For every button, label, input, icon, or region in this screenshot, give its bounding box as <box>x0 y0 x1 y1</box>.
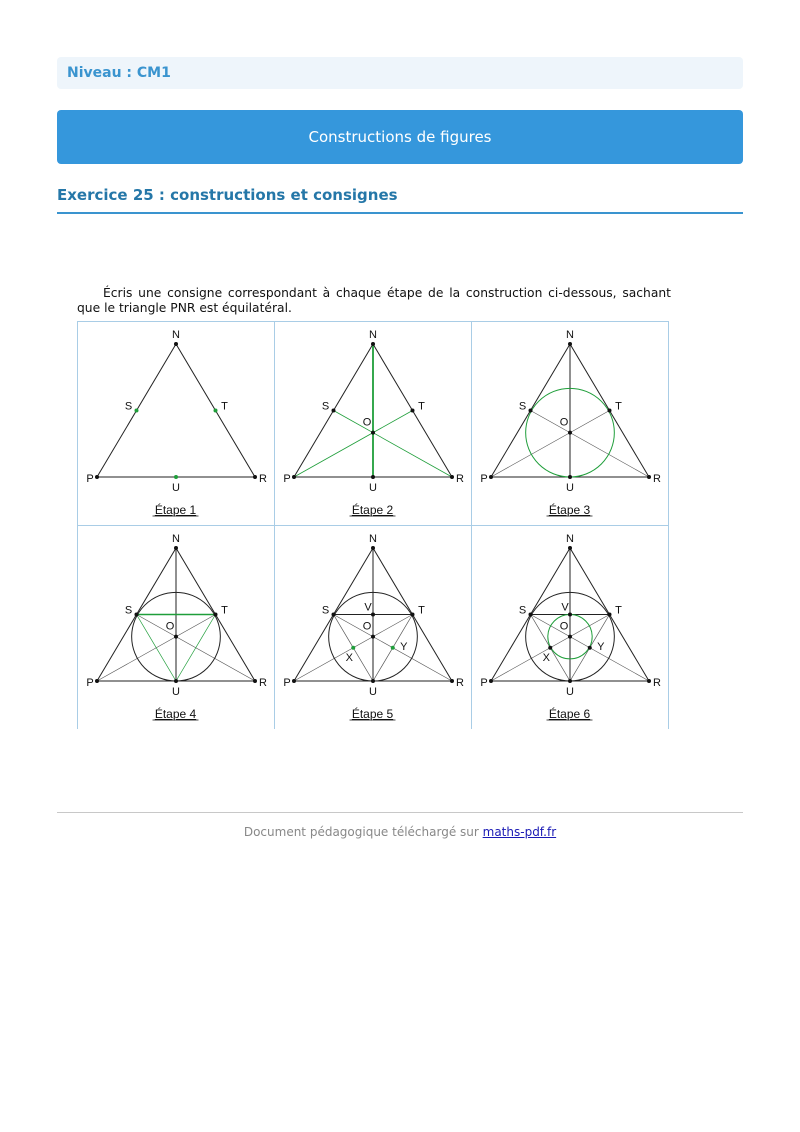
point-p <box>292 475 296 479</box>
step-6-panel <box>472 526 669 730</box>
label-p: P <box>283 677 291 689</box>
step-caption: Étape 4 <box>154 707 197 721</box>
label-s: S <box>124 400 133 413</box>
point-x <box>548 646 552 650</box>
point-s <box>529 409 533 413</box>
label-n: N <box>172 533 180 545</box>
point-n <box>568 546 572 550</box>
point-p <box>489 679 493 683</box>
point-o <box>371 431 375 435</box>
point-u <box>371 679 375 683</box>
point-n <box>371 546 375 550</box>
point-p <box>489 475 493 479</box>
label-u: U <box>369 686 377 698</box>
exercise-figure <box>77 284 671 730</box>
point-r <box>647 679 651 683</box>
label-x: X <box>345 651 353 664</box>
label-r: R <box>653 677 661 689</box>
label-p: P <box>283 473 291 485</box>
construction-steps-grid <box>77 321 671 729</box>
label-n: N <box>566 329 574 341</box>
label-t: T <box>615 604 622 617</box>
point-o <box>371 635 375 639</box>
point-p <box>292 679 296 683</box>
point-t <box>214 613 218 617</box>
label-s: S <box>124 604 133 617</box>
label-r: R <box>259 677 267 689</box>
label-r: R <box>653 473 661 485</box>
point-r <box>450 475 454 479</box>
step-caption: Étape 1 <box>154 503 197 517</box>
label-u: U <box>566 686 574 698</box>
point-u <box>568 475 572 479</box>
label-n: N <box>369 329 377 341</box>
footer-text: Document pédagogique téléchargé sur <box>243 825 483 839</box>
label-o: O <box>165 620 175 633</box>
label-o: O <box>362 620 372 633</box>
step-5-panel <box>275 526 472 730</box>
point-o <box>568 431 572 435</box>
point-u <box>568 679 572 683</box>
point-t <box>608 409 612 413</box>
footer-link[interactable]: maths-pdf.fr <box>482 825 557 839</box>
label-n: N <box>369 533 377 545</box>
label-v: V <box>364 601 372 614</box>
point-s <box>529 613 533 617</box>
label-s: S <box>518 400 527 413</box>
label-p: P <box>480 677 488 689</box>
step-caption: Étape 6 <box>548 707 591 721</box>
point-u <box>371 475 375 479</box>
label-t: T <box>221 604 228 617</box>
label-u: U <box>172 686 180 698</box>
label-o: O <box>362 416 372 429</box>
label-r: R <box>259 473 267 485</box>
point-t <box>411 409 415 413</box>
point-t <box>214 409 218 413</box>
label-r: R <box>456 677 464 689</box>
label-v: V <box>561 601 569 614</box>
point-p <box>95 679 99 683</box>
step-2-panel <box>275 322 472 526</box>
point-n <box>568 342 572 346</box>
point-u <box>174 679 178 683</box>
label-s: S <box>518 604 527 617</box>
point-y <box>588 646 592 650</box>
point-o <box>568 635 572 639</box>
label-t: T <box>418 400 425 413</box>
label-p: P <box>86 473 94 485</box>
exercise-title-underline <box>57 212 743 214</box>
step-caption: Étape 2 <box>351 503 394 517</box>
point-u <box>174 475 178 479</box>
point-s <box>332 409 336 413</box>
level-label: Niveau : CM1 <box>67 65 171 81</box>
step-4-panel <box>78 526 275 730</box>
label-p: P <box>480 473 488 485</box>
step-caption: Étape 3 <box>548 503 591 517</box>
point-r <box>253 679 257 683</box>
label-u: U <box>172 482 180 494</box>
point-n <box>371 342 375 346</box>
label-n: N <box>172 329 180 341</box>
point-r <box>647 475 651 479</box>
point-s <box>135 409 139 413</box>
label-t: T <box>418 604 425 617</box>
instruction-paragraph <box>77 286 671 316</box>
point-s <box>135 613 139 617</box>
point-t <box>411 613 415 617</box>
point-r <box>450 679 454 683</box>
instruction-text: Écris une consigne correspondant à chaque étape de la construction ci-dessous, sachant que le triangle PNR est équilatéral. <box>77 286 671 315</box>
point-y <box>391 646 395 650</box>
label-u: U <box>566 482 574 494</box>
footer <box>0 825 800 839</box>
point-p <box>95 475 99 479</box>
level-badge <box>57 57 743 89</box>
topic-banner <box>57 110 743 164</box>
footer-divider <box>57 812 743 813</box>
step-1-panel <box>78 322 275 526</box>
label-t: T <box>615 400 622 413</box>
point-r <box>253 475 257 479</box>
label-p: P <box>86 677 94 689</box>
label-y: Y <box>597 640 605 653</box>
banner-title: Constructions de figures <box>308 128 492 146</box>
point-s <box>332 613 336 617</box>
label-y: Y <box>400 640 408 653</box>
label-o: O <box>559 416 569 429</box>
point-n <box>174 342 178 346</box>
label-s: S <box>321 400 330 413</box>
label-r: R <box>456 473 464 485</box>
point-t <box>608 613 612 617</box>
label-s: S <box>321 604 330 617</box>
step-caption: Étape 5 <box>351 707 394 721</box>
step-1-frame <box>78 322 275 526</box>
label-u: U <box>369 482 377 494</box>
label-t: T <box>221 400 228 413</box>
label-x: X <box>542 651 550 664</box>
label-o: O <box>559 620 569 633</box>
point-x <box>351 646 355 650</box>
exercise-title: Exercice 25 : constructions et consignes <box>57 186 398 204</box>
point-n <box>174 546 178 550</box>
point-o <box>174 635 178 639</box>
label-n: N <box>566 533 574 545</box>
step-3-panel <box>472 322 669 526</box>
